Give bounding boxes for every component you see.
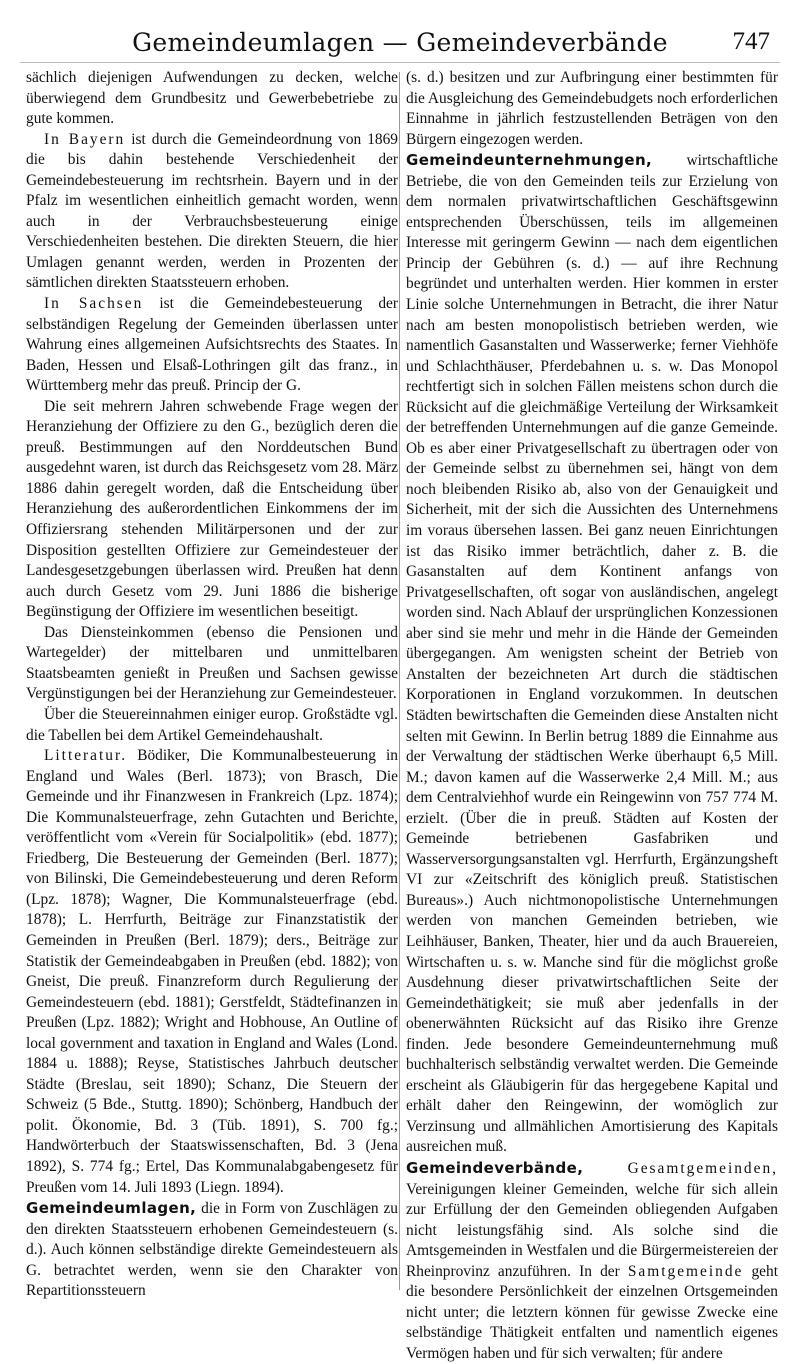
entry-gemeindeumlagen: Gemeindeumlagen, die in Form von Zuschlägen zu den direkten Staatssteuern erhobenen Gemeindesteuern (s. d.). Auch können selbständige direkte Gemeindesteuern als G. betrachtet werden, wenn sie den Charakter von Repartitionssteuern	[26, 1199, 398, 1300]
entry-headword: Gemeindeunternehmungen,	[406, 151, 653, 170]
emphasis: Samtgemeinde	[627, 1262, 744, 1280]
paragraph: Das Diensteinkommen (ebenso die Pensionen und Wartegelder) der mittelbaren und unmittelbaren Staatsbeamten genießt in Preußen und Sachsen gewisse Vergünstigungen bei der Heranziehung zur Gemeindesteuer.	[26, 623, 398, 703]
paragraph: Die seit mehrern Jahren schwebende Frage wegen der Heranziehung der Offiziere zu den G., bezüglich deren die preuß. Bestimmungen auf den Norddeutschen Bund ausgedehnt waren, ist durch das Reichsgesetz vom 28. März 1886 dahin geregelt worden, daß die Entscheidung über Heranziehung des außerordentlichen Einkommens der im Offiziersrang stehenden Militärpersonen und der zur Disposition gestellten Offiziere zur Gemeindesteuer der Landesgesetzgebungen überlassen wird. Preußen hat denn auch durch Gesetz vom 29. Juni 1886 die bisherige Begünstigung der Offiziere im wesentlichen beseitigt.	[26, 397, 398, 621]
column-divider	[399, 72, 400, 1290]
paragraph: In Sachsen ist die Gemeindebesteuerung der selbständigen Regelung der Gemeinden überlassen unter Wahrung eines allgemeinen Aufsichtsrechts des Staates. In Baden, Hessen und Elsaß-Lothringen gilt das franz., in Württemberg mehr das preuß. Princip der G.	[26, 295, 398, 395]
left-column	[26, 68, 398, 1300]
page-number: 747	[732, 28, 770, 55]
emphasis: Gesamtgemeinden,	[627, 1159, 778, 1177]
running-head	[0, 28, 800, 62]
paragraph: sächlich diejenigen Aufwendungen zu decken, welche überwiegend dem Grundbesitz und Gewerbebetriebe zu gute kommen.	[26, 69, 398, 128]
entry-gemeindeunternehmungen: Gemeindeunternehmungen, wirtschaftliche Betriebe, die von den Gemeinden teils zur Erzielung von dem normalen privatwirtschaftlichen Geschäftsgewinn entsprechenden Überschüssen, teils im allgemeinen Interesse mit geringerm Gewinn — nach dem eigentlichen Princip der Gebühren (s. d.) — auf ihre Rechnung begründet und unterhalten werden. Hier kommen in erster Linie solche Unternehmungen in Betracht, die ihrer Natur nach am besten monopolistisch betrieben werden, wie namentlich Gasanstalten und Wasserwerke; ferner Viehhöfe und Schlachthäuser, Pferdebahnen u. s. w. Das Monopol rechtfertigt sich in solchen Fällen meistens schon durch die Rücksicht auf die gleichmäßige Verteilung der Wirksamkeit der betreffenden Unternehmungen auf die ganze Gemeinde. Ob es aber einer Privatgesellschaft zu übertragen oder von der Gemeinde selbst zu übernehmen sei, hängt von dem noch bleibenden Risiko ab, also von der Genauigkeit und Sicherheit, mit der sich die Aussichten des Unternehmens im voraus übersehen lassen. Bei ganz neuen Einrichtungen ist das Risiko immer beträchtlich, daher z. B. die Gasanstalten auf dem Kontinent anfangs von Privatgesellschaften, oft sogar von ausländischen, angelegt worden sind. Nach Ablauf der ursprünglichen Konzessionen aber sind sie mehr und mehr in die Hände der Gemeinden übergegangen. Am wenigsten scheint der Betrieb von Anstalten der bezeichneten Art durch die städtischen Korporationen in England vorzukommen. In deutschen Städten bewirtschaften die Gemeinden diese Anstalten nicht selten mit Gewinn. In Berlin betrug 1889 die Einnahme aus der Verwaltung der städtischen Werke überhaupt 6,5 Mill. M.; davon kamen auf die Wasserwerke 2,4 Mill. M.; aus dem Centralviehhof wurde ein Reingewinn von 757 774 M. erzielt. (Über die in preuß. Städten auf Kosten der Gemeinde betriebenen Gasfabriken und Wasserversorgungsanstalten vgl. Herrfurth, Ergänzungsheft VI zur «Zeitschrift des königlich preuß. Statistischen Bureaus».) Auch nichtmonopolistische Unternehmungen werden von manchen Gemeinden betrieben, wie Leihhäuser, Banken, Theater, hier und da auch Brauereien, Wirtschaften u. s. w. Manche sind für die möglichst große Ausdehnung dieser privatwirtschaftlichen Seite der Gemeindethätigkeit; sie muß aber jedenfalls in der obenerwähnten Rücksicht auf das Risiko ihre Grenze finden. Jede besondere Gemeindeunternehmung muß buchhalterisch selbständig verwaltet werden. Die Gemeinde erscheint als Gläubigerin für das hergegebene Kapital und erhält daher den Reingewinn, der womöglich zur Verzinsung und allmählichen Amortisierung des Kapitals ausreichen muß.	[406, 151, 778, 1156]
entry-headword: Gemeindeverbände,	[406, 1158, 584, 1177]
emphasis: In Bayern	[44, 130, 126, 148]
bibliography: Litteratur. Bödiker, Die Kommunalbesteuerung in England und Wales (Berl. 1873); von Brasch, Die Gemeinde und ihr Finanzwesen in Frankreich (Lpz. 1874); Die Kommunalsteuerfrage, zehn Gutachten und Berichte, veröffentlicht vom «Verein für Socialpolitik» (ebd. 1877); Friedberg, Die Besteuerung der Gemeinden (Berl. 1877); von Bilinski, Die Gemeindebesteuerung und deren Reform (Lpz. 1878); Wagner, Die Kommunalsteuerfrage (ebd. 1878); L. Herrfurth, Beiträge zur Finanzstatistik der Gemeinden in Preußen (Berl. 1879); ders., Beiträge zur Statistik der Gemeindeabgaben in Preußen (ebd. 1882); von Gneist, Die preuß. Finanzreform durch Regulierung der Gemeindesteuern (ebd. 1881); Gerstfeldt, Städtefinanzen in Preußen (Lpz. 1882); Wright and Hobhouse, An Outline of local government and taxation in England and Wales (Lond. 1884 u. 1888); Reyse, Statistisches Jahrbuch deutscher Städte (Breslau, seit 1890); Schanz, Die Steuern der Schweiz (5 Bde., Stuttg. 1890); Schönberg, Handbuch der polit. Ökonomie, Bd. 3 (Tüb. 1891), S. 700 fg.; Handwörterbuch der Staatswissenschaften, Bd. 3 (Jena 1892), S. 774 fg.; Ertel, Das Kommunalabgabengesetz für Preußen vom 14. Juli 1893 (Liegn. 1894).	[26, 747, 398, 1196]
paragraph: (s. d.) besitzen und zur Aufbringung einer bestimmten für die Ausgleichung des Gemeindebudgets noch erforderlichen Einnahme in jährlich festzustellenden Beträgen von den Bürgern eingezogen werden.	[406, 69, 778, 148]
header-rule	[20, 62, 780, 63]
right-column	[406, 68, 778, 1362]
entry-headword: Gemeindeumlagen,	[26, 1199, 197, 1218]
paragraph: In Bayern ist durch die Gemeindeordnung von 1869 die bis dahin bestehende Verschiedenheit der Gemeindebesteuerung im rechtsrhein. Bayern und in der Pfalz im wesentlichen einheitlich gemacht worden, wenn auch in der Verbrauchsbesteuerung einige Verschiedenheiten bestehen. Die direkten Steuern, die hier Umlagen genannt werden, werden in Prozenten der sämtlichen direkten Staatssteuern erhoben.	[26, 130, 398, 292]
paragraph: Über die Steuereinnahmen einiger europ. Großstädte vgl. die Tabellen bei dem Artikel Gemeindehaushalt.	[26, 705, 398, 744]
page-title: Gemeindeumlagen — Gemeindeverbände	[132, 28, 668, 57]
entry-gemeindeverbaende: Gemeindeverbände, Gesamtgemeinden, Vereinigungen kleiner Gemeinden, welche für sich allein zur Erfüllung der den Gemeinden obliegenden Aufgaben nicht leistungsfähig sind. Als solche sind die Amtsgemeinden in Westfalen und die Bürgermeistereien der Rheinprovinz anzuführen. In der Samtgemeinde geht die besondere Persönlichkeit der einzelnen Ortsgemeinden nicht unter; die letztern können für gewisse Zwecke eine selbständige Thätigkeit entfalten und namentlich eigenes Vermögen haben und für sich verwalten; für andere	[406, 1158, 778, 1362]
emphasis: Litteratur.	[44, 747, 128, 765]
emphasis: In Sachsen	[44, 295, 144, 313]
